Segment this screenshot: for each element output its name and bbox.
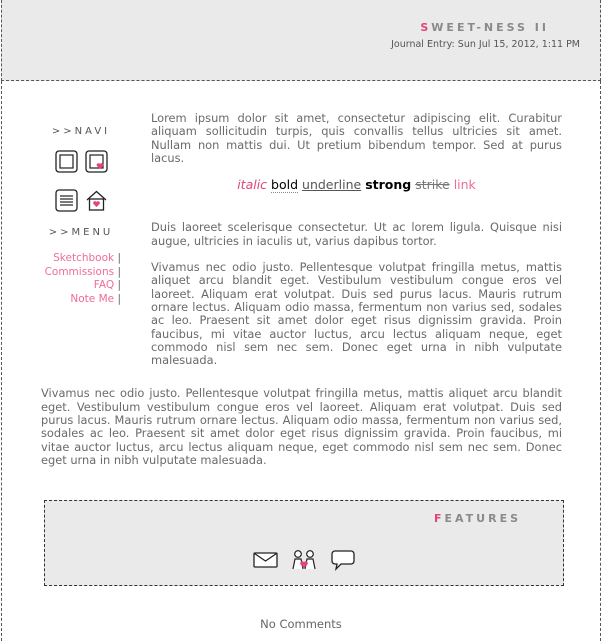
strong-sample: strong [365, 177, 412, 193]
site-title [420, 21, 549, 34]
menu-link-commissions[interactable]: Commissions [44, 265, 115, 278]
paragraph-2: Duis laoreet scelerisque consectetur. Ut ac lorem ligula. Quisque nisi augue, ultricies in iaculis ut, varius dapibus tortor. [151, 220, 562, 248]
paragraph-4: Vivamus nec odio justo. Pellentesque volutpat fringilla metus, mattis aliquet arcu blandit eget. Vestibulum vestibulum congue eros vel laoreet. Aliquam erat volutpat. Duis sed purus lacus. Mauris rutrum ornare lectus. Aliquam odio massa, fermentum non varius sed, sodales ac leo. Praesent sit amet dolor eget risus dignissim gravida. Proin faucibus, mi vitae auctor luctus, arcu lectus aliquam neque, eget commodo nisl sem nec sem. Donec eget urna in nibh vulputate malesuada. [41, 386, 562, 467]
paragraph-1: Lorem ipsum dolor sit amet, consectetur adipiscing elit. Curabitur aliquam sollicitudin turpis, quis convallis tellus ultricies sit amet. Nullam non mattis dui. Ut pretium bibendum tempor. Sed at purus lacus. [151, 111, 562, 165]
menu-separator: | [117, 279, 121, 291]
menu-heading: >>MENU [48, 227, 114, 238]
journal-content [41, 112, 562, 480]
menu-link-note-me[interactable]: Note Me [70, 292, 115, 305]
comments-link[interactable]: No Comments [260, 617, 342, 631]
journal-date: Sun Jul 15, 2012, 1:11 PM [457, 39, 580, 50]
menu-separator: | [117, 265, 121, 278]
menu-separator: | [117, 252, 121, 264]
features-panel [44, 500, 564, 586]
site-title-rest: WEET-NESS II [431, 21, 549, 34]
speech-bubble-icon[interactable] [330, 549, 356, 571]
strike-sample: strike [415, 177, 450, 193]
menu-separator: | [117, 292, 121, 305]
journal-label: Journal Entry: [391, 39, 455, 50]
underline-sample: underline [302, 177, 362, 193]
features-title [434, 512, 521, 525]
menu-link-faq[interactable]: FAQ [93, 279, 115, 291]
sidebar-spacer [41, 112, 151, 378]
features-title-initial: F [433, 512, 445, 525]
features-title-rest: EATURES [444, 512, 521, 525]
menu-link-sketchbook[interactable]: Sketchbook [53, 252, 115, 264]
link-sample[interactable]: link [453, 177, 476, 193]
journal-page [1, 0, 601, 641]
friends-heart-icon[interactable] [291, 549, 317, 571]
bold-sample: bold [271, 177, 299, 193]
header [1, 0, 601, 81]
italic-sample: italic [237, 177, 268, 193]
journal-entry-line [391, 39, 580, 50]
envelope-icon[interactable] [252, 549, 278, 571]
paragraph-3: Vivamus nec odio justo. Pellentesque volutpat fringilla metus, mattis aliquet arcu blandit eget. Vestibulum vestibulum congue eros vel laoreet. Aliquam erat volutpat. Duis sed purus lacus. Mauris rutrum ornare lectus. Aliquam odio massa, fermentum non varius sed, sodales ac leo. Praesent sit amet dolor eget risus dignissim gravida. Proin faucibus, mi vitae auctor luctus, arcu lectus aliquam neque, eget commodo nisl sem nec sem. Donec eget urna in nibh vulputate malesuada. [151, 260, 562, 368]
navi-heading: >>NAVI [51, 126, 111, 137]
site-title-initial: S [420, 21, 432, 34]
features-icons [252, 549, 356, 571]
